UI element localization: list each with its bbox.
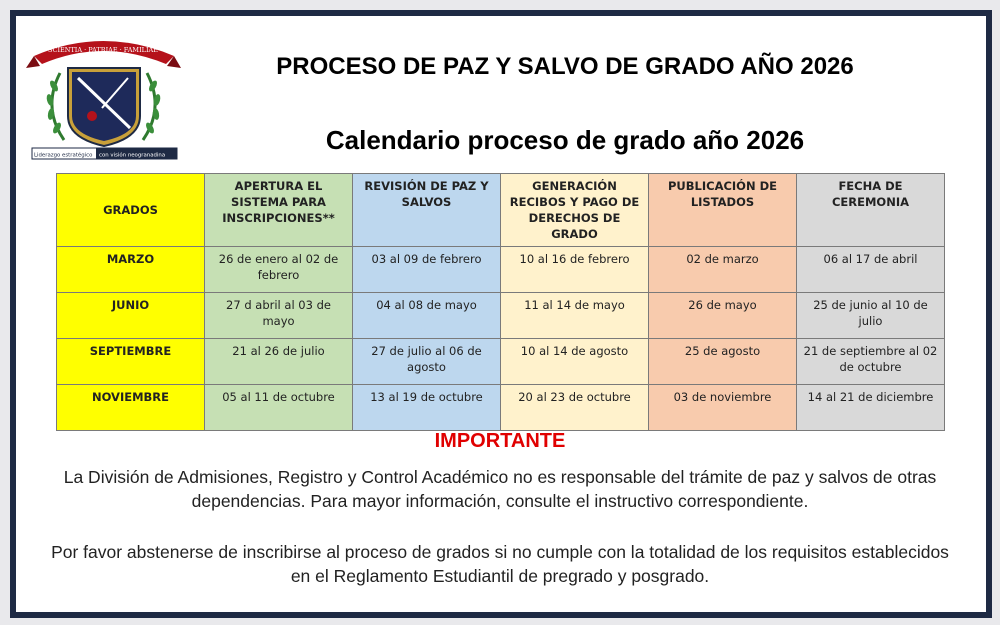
notice-paragraph-responsibility: La División de Admisiones, Registro y Control Académico no es responsable del trámite de paz y salvos de otras dependencias. Para mayor información, consulte el instructivo correspondiente. — [63, 467, 937, 511]
logo-tagline-right: con visión neogranadina — [99, 152, 166, 159]
logo-tagline-left: Liderazgo estratégico — [34, 152, 93, 159]
notice-paragraph-requirements: Por favor abstenerse de inscribirse al proceso de grados si no cumple con la totalidad de los requisitos establecidos en el Reglamento Estudiantil de pregrado y posgrado. — [51, 542, 949, 586]
cell-publicacion: 03 de noviembre — [649, 385, 797, 431]
logo-motto: SCIENTIA · PATRIAE · FAMILIAE — [48, 46, 158, 54]
cell-grado: SEPTIEMBRE — [57, 339, 205, 385]
header-apertura: APERTURA EL SISTEMA PARA INSCRIPCIONES** — [205, 174, 353, 247]
cell-revision: 13 al 19 de octubre — [353, 385, 501, 431]
cell-ceremonia: 21 de septiembre al 02 de octubre — [797, 339, 945, 385]
header-ceremonia: FECHA DE CEREMONIA — [797, 174, 945, 247]
cell-ceremonia: 25 de junio al 10 de julio — [797, 293, 945, 339]
cell-grado: MARZO — [57, 247, 205, 293]
table-row — [57, 247, 945, 293]
cell-apertura: 26 de enero al 02 de febrero — [205, 247, 353, 293]
cell-apertura: 21 al 26 de julio — [205, 339, 353, 385]
document-subtitle: Calendario proceso de grado año 2026 — [325, 125, 805, 155]
cell-apertura: 05 al 11 de octubre — [205, 385, 353, 431]
cell-generacion: 20 al 23 de octubre — [501, 385, 649, 431]
header-grados: GRADOS — [57, 174, 205, 247]
table-header-row — [57, 174, 945, 247]
cell-ceremonia: 14 al 21 de diciembre — [797, 385, 945, 431]
important-heading: IMPORTANTE — [434, 430, 566, 452]
cell-grado: NOVIEMBRE — [57, 385, 205, 431]
cell-generacion: 10 al 16 de febrero — [501, 247, 649, 293]
cell-apertura: 27 d abril al 03 de mayo — [205, 293, 353, 339]
header-revision: REVISIÓN DE PAZ Y SALVOS — [353, 174, 501, 247]
cell-revision: 04 al 08 de mayo — [353, 293, 501, 339]
cell-publicacion: 26 de mayo — [649, 293, 797, 339]
cell-generacion: 10 al 14 de agosto — [501, 339, 649, 385]
cell-generacion: 11 al 14 de mayo — [501, 293, 649, 339]
cell-publicacion: 02 de marzo — [649, 247, 797, 293]
cell-grado: JUNIO — [57, 293, 205, 339]
cell-ceremonia: 06 al 17 de abril — [797, 247, 945, 293]
table-row — [57, 385, 945, 431]
header-generacion: GENERACIÓN RECIBOS Y PAGO DE DERECHOS DE GRADO — [501, 174, 649, 247]
grade-calendar-table — [56, 173, 945, 431]
table-row — [57, 293, 945, 339]
university-logo — [26, 28, 181, 163]
document-title: PROCESO DE PAZ Y SALVO DE GRADO AÑO 2026 — [276, 53, 854, 80]
cell-publicacion: 25 de agosto — [649, 339, 797, 385]
cell-revision: 27 de julio al 06 de agosto — [353, 339, 501, 385]
table-row — [57, 339, 945, 385]
header-publicacion: PUBLICACIÓN DE LISTADOS — [649, 174, 797, 247]
cell-revision: 03 al 09 de febrero — [353, 247, 501, 293]
